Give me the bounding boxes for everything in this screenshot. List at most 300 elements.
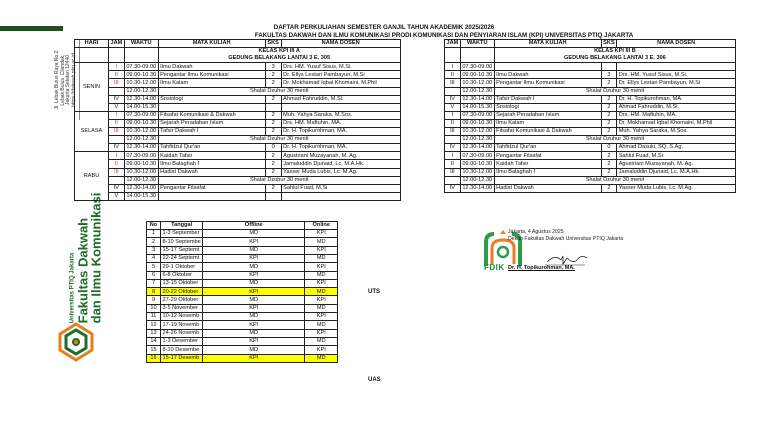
signature-date: Jakarta, 4 Agustus 2025 <box>508 229 564 235</box>
break-label: Shalat Dzuhur 30 menit <box>494 87 736 95</box>
empty-cell <box>75 48 109 63</box>
sks-cell: 2 <box>601 111 617 119</box>
meeting-row <box>147 271 338 279</box>
waktu-cell: 09.00-10.30 <box>462 120 493 127</box>
empty-cell <box>109 48 125 63</box>
waktu-cell: 14.00-15.30 <box>462 104 493 110</box>
sks-cell: 2 <box>265 128 281 136</box>
sks-cell <box>601 63 617 71</box>
offline-cell: KPI <box>203 271 305 279</box>
col-jam: JAM <box>446 40 459 47</box>
meeting-row <box>147 346 338 354</box>
date-cell: 3-5 November <box>161 304 203 312</box>
meeting-row <box>147 304 338 312</box>
table-row <box>75 152 401 160</box>
break-label: Shalat Dzuhur 30 menit <box>158 87 400 95</box>
no-cell: 10 <box>147 304 161 312</box>
course-cell: Filsafat Komunikasi & Dakwah <box>158 111 265 119</box>
online-cell: MD <box>305 354 338 362</box>
sks-cell: 3 <box>601 71 617 79</box>
table-row <box>75 184 401 192</box>
no-cell: 1 <box>147 230 161 238</box>
sks-cell: 2 <box>265 111 281 119</box>
course-cell: Kaidah Tafsir <box>158 152 265 160</box>
jam-cell <box>109 136 125 144</box>
lecturer-cell: Muh. Yahya Saraka, M.Sos. <box>281 111 400 119</box>
course-cell: Tafsir Dakwah I <box>158 128 265 136</box>
date-cell: 20-22 Oktober <box>161 288 203 296</box>
table-row <box>75 144 401 152</box>
offline-cell: MD <box>203 230 305 238</box>
no-cell: 5 <box>147 263 161 271</box>
date-cell: 6-8 Oktober <box>161 271 203 279</box>
jam-cell: V <box>445 103 461 111</box>
break-row <box>75 87 401 95</box>
meeting-row <box>147 296 338 304</box>
no-cell: 6 <box>147 271 161 279</box>
no-cell: 7 <box>147 279 161 287</box>
date-cell: 8-10 Desembe <box>161 346 203 354</box>
signatory-name: Dr. H. Topikurohman, MA. <box>508 265 575 271</box>
waktu-cell: 07.30-09.00 <box>462 63 493 70</box>
lecturer-cell: Agustriani Muzayanah, M. Ag. <box>617 160 736 168</box>
date-cell: 24-26 Novemb <box>161 329 203 337</box>
waktu-cell: 12.30-14.00 <box>126 95 157 102</box>
uts-label: UTS <box>368 289 380 295</box>
waktu-cell: 07.30-09.00 <box>126 112 157 119</box>
sks-cell: 2 <box>601 95 617 103</box>
university-name: Universitas PTIQ Jakarta <box>69 252 76 323</box>
waktu-cell: 12.30-14.00 <box>126 184 157 191</box>
course-cell: Ilmu Dakwah <box>494 71 601 79</box>
offline-cell: MD <box>203 346 305 354</box>
jam-cell: V <box>109 103 125 111</box>
jam-cell: II <box>109 160 125 168</box>
course-cell: Ilmu Kalam <box>158 79 265 87</box>
offline-cell: MD <box>203 329 305 337</box>
col-mata-kuliah: MATA KULIAH <box>494 40 601 48</box>
table-row <box>75 103 401 111</box>
jam-cell: III <box>109 79 125 87</box>
meeting-row <box>147 238 338 246</box>
online-cell: KPI <box>305 279 338 287</box>
no-cell: 9 <box>147 296 161 304</box>
waktu-cell: 10.30-12.00 <box>462 128 493 135</box>
jam-cell <box>109 176 125 184</box>
class-name: KELAS KPI III A <box>158 48 400 56</box>
waktu-cell: 07.30-09.00 <box>462 112 493 119</box>
lecturer-cell: Dr. H. Topikurohman, MA. <box>281 128 400 136</box>
sks-cell <box>265 103 281 111</box>
meeting-row <box>147 337 338 345</box>
jam-cell: I <box>109 111 125 119</box>
break-label: Shalat Dzuhur 30 menit <box>494 136 736 144</box>
meeting-row <box>147 263 338 271</box>
course-cell: Sejarah Peradaban Islam <box>494 111 601 119</box>
table-row <box>75 168 401 176</box>
jam-cell: IV <box>109 144 125 152</box>
lecturer-cell: Dr. Ellys Lestari Pambayun, M.Si <box>617 79 736 87</box>
address-line: Lebak Bulus, Cilandak, <box>59 54 66 106</box>
lecturer-cell: Dr. Mokhamad Iqbal Khomaini, M.Phil <box>281 79 400 87</box>
no-cell: 3 <box>147 246 161 254</box>
online-cell: MD <box>305 254 338 262</box>
break-label: Shalat Dzuhur 30 menit <box>494 176 736 184</box>
table-row <box>445 79 736 87</box>
jam-cell: IV <box>445 144 461 152</box>
waktu-cell: 12.00-12.30 <box>462 136 493 143</box>
lecturer-cell: Sahlul Fuad, M.Si <box>281 184 400 192</box>
meeting-row <box>147 321 338 329</box>
waktu-cell: 12.00-12.30 <box>126 136 157 143</box>
room-name: GEDUNG BELAKANG LANTAI 3 E. 306 <box>494 55 736 63</box>
lecturer-cell <box>617 63 736 71</box>
jam-cell: II <box>445 71 461 79</box>
sks-cell: 3 <box>265 63 281 71</box>
table-row <box>75 63 401 71</box>
table-row <box>75 95 401 103</box>
offline-cell: MD <box>203 246 305 254</box>
jam-cell <box>445 87 461 95</box>
waktu-cell: 07.30-09.00 <box>126 152 157 159</box>
room-name: GEDUNG BELAKANG LANTAI 3 E. 305 <box>158 55 400 63</box>
lecturer-cell: Agustriani Muzayanah, M. Ag. <box>281 152 400 160</box>
waktu-cell: 12.30-14.00 <box>462 144 493 151</box>
no-cell: 8 <box>147 288 161 296</box>
jam-cell: III <box>445 168 461 176</box>
meeting-row <box>147 279 338 287</box>
lecturer-cell: Ahmad Fahruddin, M.Si. <box>617 103 736 111</box>
col-jam: JAM <box>110 40 123 47</box>
offline-cell: KPI <box>203 304 305 312</box>
course-cell: Sejarah Peradaban Islam <box>158 119 265 127</box>
table-row <box>445 128 736 136</box>
online-cell: MD <box>305 271 338 279</box>
table-row <box>445 160 736 168</box>
sks-cell: 2 <box>265 168 281 176</box>
sks-cell: 2 <box>601 184 617 192</box>
lecturer-cell: Ahmad Dasuki, SQ. S.Ag. <box>617 144 736 152</box>
no-cell: 12 <box>147 321 161 329</box>
waktu-cell: 12.00-12.30 <box>462 87 493 94</box>
meeting-row <box>147 254 338 262</box>
waktu-cell: 14.00-15.30 <box>126 104 157 110</box>
no-cell: 15 <box>147 346 161 354</box>
lecturer-cell: Dr. H. Topikurohman, MA. <box>281 144 400 152</box>
table-row <box>445 119 736 127</box>
jam-cell: IV <box>109 184 125 192</box>
online-cell: MD <box>305 337 338 345</box>
jam-cell: IV <box>109 95 125 103</box>
jam-cell <box>445 176 461 184</box>
col-mata-kuliah: MATA KULIAH <box>158 40 265 48</box>
table-row <box>445 152 736 160</box>
break-row <box>75 176 401 184</box>
no-cell: 2 <box>147 238 161 246</box>
table-row <box>445 95 736 103</box>
sks-cell <box>265 192 281 200</box>
table-row <box>445 111 736 119</box>
course-cell: Ilmu Balaghah I <box>158 160 265 168</box>
offline-cell: MD <box>203 313 305 321</box>
waktu-cell: 12.00-12.30 <box>462 176 493 183</box>
faculty-name-line2: dan Ilmu Komunikasi <box>88 192 104 323</box>
course-cell: Pengantar Ilmu Komunikasi <box>494 79 601 87</box>
offline-cell: MD <box>203 263 305 271</box>
uas-label: UAS <box>368 377 381 383</box>
sks-cell: 2 <box>601 103 617 111</box>
col-online: Online <box>305 222 338 230</box>
sks-cell: 2 <box>601 79 617 87</box>
course-cell: Ilmu Balaghah I <box>494 168 601 176</box>
class-name: KELAS KPI III B <box>494 48 736 56</box>
jam-cell: III <box>445 128 461 136</box>
table-row <box>75 111 401 119</box>
empty-cell <box>460 48 494 63</box>
course-cell: Pengantar Filsafat <box>158 184 265 192</box>
document-subtitle: FAKULTAS DAKWAH DAN ILMU KOMUNIKASI PRODI KOMUNIKASI DAN PENYIARAN ISLAM (KPI) UNIVERSITAS PTIQ JAKARTA <box>254 31 634 39</box>
table-row <box>75 160 401 168</box>
address-line: https://dakwah.ptiq.ac.id <box>70 53 77 107</box>
table-row <box>445 184 736 192</box>
col-no: No <box>147 222 161 230</box>
faculty-name-line1: Fakultas Dakwah <box>75 217 91 323</box>
offline-cell: MD <box>203 279 305 287</box>
course-cell: Ilmu Dakwah <box>158 63 265 71</box>
jam-cell: II <box>445 160 461 168</box>
waktu-cell: 09.00-10.30 <box>126 120 157 127</box>
date-cell: 27-29 Oktober <box>161 296 203 304</box>
col-hari: HARI <box>75 40 109 48</box>
jam-cell: II <box>445 119 461 127</box>
offline-cell: KPI <box>203 337 305 345</box>
sks-cell: 2 <box>265 71 281 79</box>
table-header-row <box>75 40 401 48</box>
lecturer-cell: Jamaluddin Djunaid, Lc. M.A.Hk. <box>281 160 400 168</box>
sks-cell: 2 <box>265 160 281 168</box>
sks-cell: 2 <box>601 160 617 168</box>
meeting-row <box>147 230 338 238</box>
waktu-cell: 12.00-12.30 <box>126 176 157 183</box>
course-cell: Ilmu Kalam <box>494 119 601 127</box>
sks-cell: 2 <box>601 119 617 127</box>
table-row <box>445 63 736 71</box>
course-cell: Tafsir Dakwah I <box>494 95 601 103</box>
lecturer-cell: Dr. Ellys Lestari Pambayun, M.Si <box>281 71 400 79</box>
empty-cell <box>445 48 461 63</box>
course-cell <box>158 192 265 200</box>
waktu-cell: 10.30-12.00 <box>462 79 493 86</box>
offline-cell: KPI <box>203 288 305 296</box>
lecturer-cell: Drs. HM. Yusuf Sisus, M.Si. <box>617 71 736 79</box>
faculty-brand <box>62 192 110 323</box>
sks-cell: 2 <box>601 168 617 176</box>
jam-cell: IV <box>445 95 461 103</box>
address-line: Jl. Lebak Bulus Raya No.2 <box>53 50 60 110</box>
meeting-row-uas <box>147 354 338 362</box>
offline-cell: KPI <box>203 254 305 262</box>
table-row <box>445 103 736 111</box>
faculty-address <box>53 38 77 122</box>
no-cell: 16 <box>147 354 161 362</box>
empty-cell <box>124 48 158 63</box>
course-cell: Sosiologi <box>158 95 265 103</box>
waktu-cell: 10.30-12.00 <box>126 168 157 175</box>
date-cell: 1-3 Desember <box>161 337 203 345</box>
schedule-table-kpi-3b <box>444 39 736 193</box>
col-nama-dosen: NAMA DOSEN <box>281 40 400 48</box>
date-cell: 15-17 Desemb <box>161 354 203 362</box>
meeting-row <box>147 246 338 254</box>
table-header-row <box>147 222 338 230</box>
online-cell: KPI <box>305 329 338 337</box>
waktu-cell: 12.00-12.30 <box>126 87 157 94</box>
offline-cell: KPI <box>203 238 305 246</box>
col-offline: Offline <box>203 222 305 230</box>
col-tanggal: Tanggal <box>161 222 203 230</box>
table-row <box>75 71 401 79</box>
jam-cell: II <box>109 119 125 127</box>
jam-cell: I <box>109 152 125 160</box>
col-sks: SKS <box>265 40 281 48</box>
table-row <box>445 144 736 152</box>
lecturer-cell: Muh. Yahya Saraka, M.Sos. <box>617 128 736 136</box>
waktu-cell: 09.00-10.30 <box>462 160 493 167</box>
online-cell: KPI <box>305 263 338 271</box>
online-cell: MD <box>305 304 338 312</box>
lecturer-cell: Drs. HM. Maftuhin, MA. <box>617 111 736 119</box>
course-cell: Filsafat Komunikasi & Dakwah <box>494 128 601 136</box>
table-row <box>75 119 401 127</box>
no-cell: 11 <box>147 313 161 321</box>
sks-cell: 0 <box>601 144 617 152</box>
date-cell: 22-24 Septemt <box>161 254 203 262</box>
online-cell: KPI <box>305 230 338 238</box>
fdik-logo-text: FDIK <box>484 263 505 272</box>
jam-cell: III <box>109 128 125 136</box>
online-cell: MD <box>305 321 338 329</box>
course-cell: Pengantar Ilmu Komunikasi <box>158 71 265 79</box>
day-rabu: RABU <box>75 152 109 201</box>
online-cell: KPI <box>305 346 338 354</box>
day-senin: SENIN <box>75 63 109 112</box>
break-label: Shalat Dzuhur 30 menit <box>158 136 400 144</box>
table-row <box>75 79 401 87</box>
lecturer-cell: Dr. H. Topikurohman, MA. <box>617 95 736 103</box>
day-selasa: SELASA <box>75 111 109 151</box>
course-cell: Hadist Dakwah <box>158 168 265 176</box>
course-cell: Hadist Dakwah <box>494 184 601 192</box>
col-waktu: WAKTU <box>124 40 158 48</box>
lecturer-cell: Jamaluddin Djunaid, Lc. M.A.Hk. <box>617 168 736 176</box>
lecturer-cell: Dr. Mokhamad Iqbal Khomaini, M.Phil <box>617 119 736 127</box>
lecturer-cell: Sahlul Fuad, M.Si <box>617 152 736 160</box>
waktu-cell: 10.30-12.00 <box>126 79 157 86</box>
sks-cell: 2 <box>265 79 281 87</box>
date-cell: 10-12 Novemb <box>161 313 203 321</box>
waktu-cell: 09.00-10.30 <box>126 71 157 78</box>
col-sks: SKS <box>603 40 615 47</box>
lecturer-cell: Drs. HM. Yusuf Sisus, M.Si. <box>281 63 400 71</box>
sks-cell: 2 <box>601 152 617 160</box>
waktu-cell: 10.30-12.00 <box>462 168 493 175</box>
course-cell <box>494 63 601 71</box>
offline-cell: MD <box>203 296 305 304</box>
online-cell: MD <box>305 288 338 296</box>
no-cell: 14 <box>147 337 161 345</box>
break-row <box>445 136 736 144</box>
lecturer-cell: Drs. HM. Maftuhin, MA. <box>281 119 400 127</box>
jam-cell: III <box>109 168 125 176</box>
table-row <box>445 71 736 79</box>
lecturer-cell: Yasser Muda Lubis, Lc. M.Ag. <box>617 184 736 192</box>
break-row <box>445 87 736 95</box>
table-row <box>75 192 401 200</box>
offline-cell: KPI <box>203 321 305 329</box>
table-header-row <box>445 40 736 48</box>
waktu-cell: 09.00-10.30 <box>462 71 493 78</box>
meeting-row <box>147 313 338 321</box>
online-cell: KPI <box>305 296 338 304</box>
document-title: DAFTAR PERKULIAHAN SEMESTER GANJIL TAHUN AKADEMIK 2025/2026 <box>273 24 495 31</box>
online-cell: MD <box>305 238 338 246</box>
course-cell: Tahfidzul Qur'an <box>158 144 265 152</box>
faculty-logo-icon <box>58 322 94 362</box>
sks-cell: 2 <box>265 95 281 103</box>
col-waktu: WAKTU <box>460 40 494 48</box>
meeting-row <box>147 329 338 337</box>
jam-cell: IV <box>445 184 461 192</box>
no-cell: 13 <box>147 329 161 337</box>
waktu-cell: 09.00-10.30 <box>126 160 157 167</box>
jam-cell: I <box>445 111 461 119</box>
sks-cell: 2 <box>601 128 617 136</box>
break-row <box>75 136 401 144</box>
jam-cell <box>445 136 461 144</box>
jam-cell <box>109 87 125 95</box>
signature-role: Dekan Fakultas Dakwah Universitas PTIQ Jakarta <box>508 236 624 242</box>
jam-cell: I <box>109 63 125 71</box>
course-cell: Sosiologi <box>494 103 601 111</box>
online-cell: KPI <box>305 313 338 321</box>
waktu-cell: 07.30-09.00 <box>126 63 157 70</box>
date-cell: 1-3 September <box>161 230 203 238</box>
sks-cell: 2 <box>265 119 281 127</box>
break-label: Shalat Dzuhur 30 menit <box>158 176 400 184</box>
jam-cell: III <box>445 79 461 87</box>
offline-cell: KPI <box>203 354 305 362</box>
no-cell: 4 <box>147 254 161 262</box>
meeting-schedule-table <box>146 221 338 363</box>
date-cell: 13-15 Oktober <box>161 279 203 287</box>
lecturer-cell: Ahmad Fahruddin, M.Si. <box>281 95 400 103</box>
jam-cell: I <box>445 152 461 160</box>
course-cell: Kaidah Tafsir <box>494 160 601 168</box>
waktu-cell: 12.30-14.00 <box>462 95 493 102</box>
table-row <box>445 168 736 176</box>
sks-cell: 2 <box>265 184 281 192</box>
online-cell: KPI <box>305 246 338 254</box>
date-cell: 8-10 Septembe <box>162 238 201 245</box>
address-line: Jakarta Selatan 12440 <box>65 54 71 106</box>
jam-cell: V <box>109 192 125 200</box>
course-cell <box>158 103 265 111</box>
waktu-cell: 12.30-14.00 <box>126 144 157 151</box>
lecturer-cell <box>281 192 400 200</box>
jam-cell: II <box>109 71 125 79</box>
date-cell: 17-19 Novemb <box>161 321 203 329</box>
break-row <box>445 176 736 184</box>
